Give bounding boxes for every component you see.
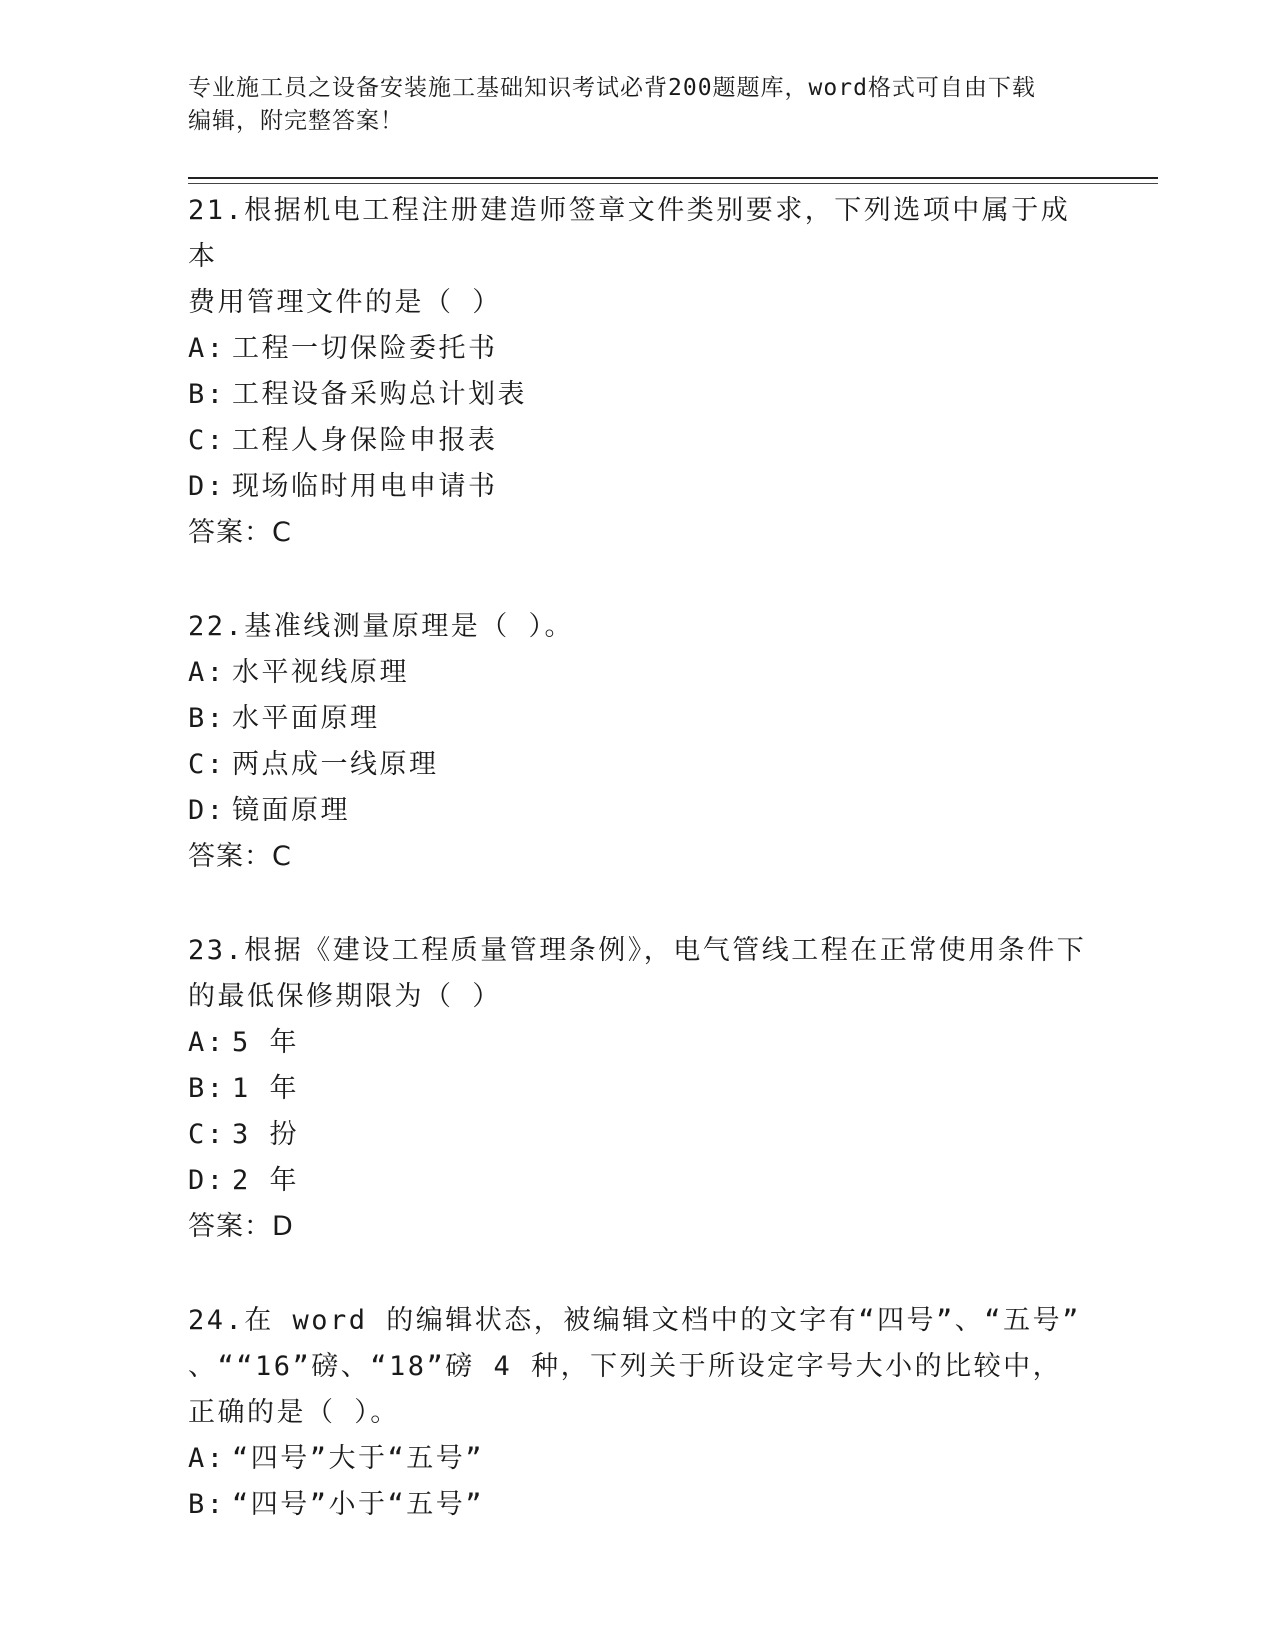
option-text: 水平面原理 xyxy=(232,703,380,734)
question-stem-continued: 正确的是（ ）。 xyxy=(188,1397,400,1428)
question-stem: 23.根据《建设工程质量管理条例》，电气管线工程在正常使用条件下 xyxy=(188,935,1087,966)
option-a xyxy=(188,650,1088,696)
option-c xyxy=(188,1112,1088,1158)
option-c xyxy=(188,418,1088,464)
question-stem: 24.在 word 的编辑状态，被编辑文档中的文字有“四号”、“五号” xyxy=(188,1305,1081,1336)
option-d xyxy=(188,788,1088,834)
option-letter: A: xyxy=(188,1027,226,1058)
option-text: 5 年 xyxy=(232,1027,300,1058)
question-stem: 22.基准线测量原理是（ ）。 xyxy=(188,611,575,642)
option-b xyxy=(188,1482,1088,1528)
question-stem-continued: 、““16”磅、“18”磅 4 种，下列关于所设定字号大小的比较中， xyxy=(188,1351,1063,1382)
header-line-1: 专业施工员之设备安装施工基础知识考试必背200题题库，word格式可自由下载 xyxy=(188,75,1036,101)
document-header xyxy=(188,72,1088,138)
option-text: “四号”大于“五号” xyxy=(232,1443,485,1474)
option-text: 工程人身保险申报表 xyxy=(232,425,498,456)
question-21 xyxy=(188,188,1088,556)
option-letter: B: xyxy=(188,1489,226,1520)
header-rule-thick xyxy=(188,177,1158,179)
option-letter: D: xyxy=(188,471,226,502)
option-text: 水平视线原理 xyxy=(232,657,409,688)
option-text: 工程设备采购总计划表 xyxy=(232,379,527,410)
option-text: 镜面原理 xyxy=(232,795,350,826)
option-letter: A: xyxy=(188,1443,226,1474)
option-text: “四号”小于“五号” xyxy=(232,1489,485,1520)
question-23 xyxy=(188,928,1088,1250)
option-text: 1 年 xyxy=(232,1073,300,1104)
option-text: 工程一切保险委托书 xyxy=(232,333,498,364)
option-b xyxy=(188,372,1088,418)
option-d xyxy=(188,464,1088,510)
option-letter: D: xyxy=(188,1165,226,1196)
option-letter: A: xyxy=(188,333,226,364)
option-b xyxy=(188,696,1088,742)
option-text: 现场临时用电申请书 xyxy=(232,471,498,502)
header-rule-thin xyxy=(188,183,1158,184)
question-list xyxy=(188,188,1088,1578)
option-b xyxy=(188,1066,1088,1112)
question-22 xyxy=(188,604,1088,880)
option-letter: A: xyxy=(188,657,226,688)
question-stem-continued: 费用管理文件的是（ ） xyxy=(188,287,502,318)
option-letter: D: xyxy=(188,795,226,826)
header-line-2: 编辑，附完整答案！ xyxy=(188,108,404,134)
option-letter: C: xyxy=(188,425,226,456)
option-text: 2 年 xyxy=(232,1165,300,1196)
option-text: 3 扮 xyxy=(232,1119,300,1150)
option-letter: C: xyxy=(188,749,226,780)
answer-line: 答案：D xyxy=(188,1211,294,1242)
option-d xyxy=(188,1158,1088,1204)
option-a xyxy=(188,1020,1088,1066)
option-a xyxy=(188,326,1088,372)
answer-line: 答案：C xyxy=(188,841,292,872)
option-letter: B: xyxy=(188,379,226,410)
option-c xyxy=(188,742,1088,788)
option-text: 两点成一线原理 xyxy=(232,749,439,780)
option-letter: B: xyxy=(188,1073,226,1104)
question-stem: 21.根据机电工程注册建造师签章文件类别要求，下列选项中属于成本 xyxy=(188,195,1071,272)
question-stem-continued: 的最低保修期限为（ ） xyxy=(188,981,502,1012)
option-letter: B: xyxy=(188,703,226,734)
question-24 xyxy=(188,1298,1088,1528)
option-letter: C: xyxy=(188,1119,226,1150)
option-a xyxy=(188,1436,1088,1482)
answer-line: 答案：C xyxy=(188,517,292,548)
